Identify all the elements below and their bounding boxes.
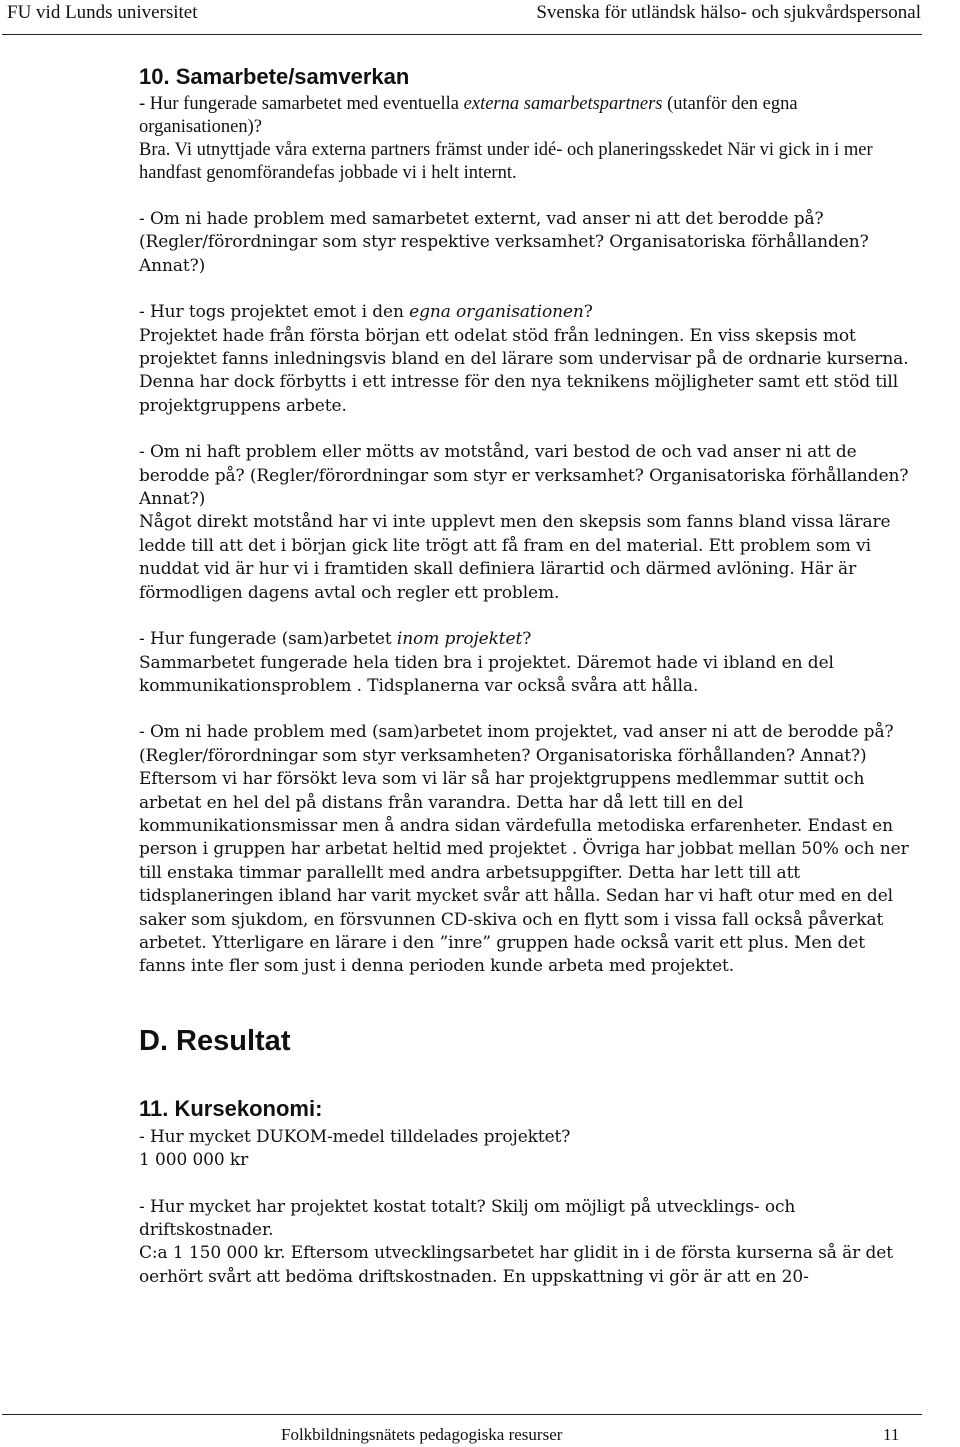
- section-d-heading: D. Resultat: [139, 1024, 291, 1057]
- header-left: FU vid Lunds universitet: [7, 2, 198, 23]
- answer-external-partners: Bra. Vi utnyttjade våra externa partners främst under idé- och planeringsskedet När vi gick in i mer handfast genomförandefas jobbade vi i helt internt.: [139, 140, 873, 183]
- answer-resistance: Något direkt motstånd har vi inte upplevt men den skepsis som fanns bland vissa lärare ledde till att det i början gick lite trögt att få fram en del material. Ett problem som vi nuddat vid är hur vi i framtiden skall definiera lärartid och därmed avlöning. Här är förmodligen dagens avtal och regler ett problem.: [139, 512, 891, 603]
- header-right: Svenska för utländsk hälso- och sjukvårdspersonal: [536, 2, 921, 23]
- footer-title: Folkbildningsnätets pedagogiska resurser: [281, 1425, 563, 1444]
- question-own-organisation: - Hur togs projektet emot i den egna organisationen?: [139, 302, 593, 323]
- header-divider: [2, 34, 922, 35]
- section-11-heading: 11. Kursekonomi:: [139, 1095, 323, 1121]
- answer-own-organisation: Projektet hade från första början ett odelat stöd från ledningen. En viss skepsis mot projektet fanns inledningsvis bland en del lärare som undervisar på de ordnarie kurserna. Denna har dock förbytts i ett intresse för den nya teknikens möjligheter samt ett stöd till projektgruppens arbete.: [139, 325, 909, 416]
- footer-divider: [2, 1414, 922, 1415]
- question-internal-collaboration: - Hur fungerade (sam)arbetet inom projektet?: [139, 629, 532, 650]
- question-resistance: - Om ni haft problem eller mötts av motstånd, vari bestod de och vad anser ni att de berodde på? (Regler/förordningar som styr er verksamhet? Organisatoriska förhållanden? Annat?): [139, 442, 909, 510]
- page-header: [0, 0, 960, 34]
- question-dukom-funds: - Hur mycket DUKOM-medel tilldelades projektet?: [139, 1126, 571, 1147]
- question-total-cost: - Hur mycket har projektet kostat totalt? Skilj om möjligt på utvecklings- och driftskostnader.: [139, 1196, 796, 1240]
- question-external-problems: - Om ni hade problem med samarbetet externt, vad anser ni att det berodde på? (Regler/förordningar som styr respektive verksamhet? Organisatoriska förhållanden? Annat?): [139, 209, 869, 276]
- question-internal-problems: - Om ni hade problem med (sam)arbetet inom projektet, vad anser ni att de berodde på? (Regler/förordningar som styr verksamheten? Organisatoriska förhållanden? Annat?): [139, 722, 894, 766]
- answer-total-cost: C:a 1 150 000 kr. Eftersom utvecklingsarbetet har glidit in i de första kurserna så är det oerhört svårt att bedöma driftskostnaden. En uppskattning vi gör är att en 20-: [139, 1243, 893, 1287]
- document-body: [139, 64, 914, 1289]
- answer-internal-problems: Eftersom vi har försökt leva som vi lär så har projektgruppens medlemmar suttit och arbetat en hel del på distans från varandra. Detta har då lett till en del kommunikationsmissar men å andra sidan värdefulla metodiska erfarenheter. Endast en person i gruppen har arbetat heltid med projektet . Övriga har jobbat mellan 50% och ner till enstaka timmar parallellt med andra arbetsuppgifter. Detta har lett till att tidsplaneringen ibland har varit mycket svår att hålla. Sedan har vi haft otur med en del saker som sjukdom, en försvunnen CD-skiva och en flytt som i vissa fall också påverkat arbetet. Ytterligare en lärare i den ”inre” gruppen hade också varit ett plus. Men det fanns inte fler som just i denna perioden kunde arbeta med projektet.: [139, 769, 909, 977]
- page-number: 11: [883, 1425, 900, 1444]
- answer-dukom-funds: 1 000 000 kr: [139, 1150, 249, 1171]
- section-10-heading: 10. Samarbete/samverkan: [139, 64, 410, 89]
- question-external-partners: - Hur fungerade samarbetet med eventuella externa samarbetspartners (utanför den egna organisationen)?: [139, 94, 798, 137]
- answer-internal-collaboration: Sammarbetet fungerade hela tiden bra i projektet. Däremot hade vi ibland en del kommunikationsproblem . Tidsplanerna var också svåra att hålla.: [139, 652, 834, 696]
